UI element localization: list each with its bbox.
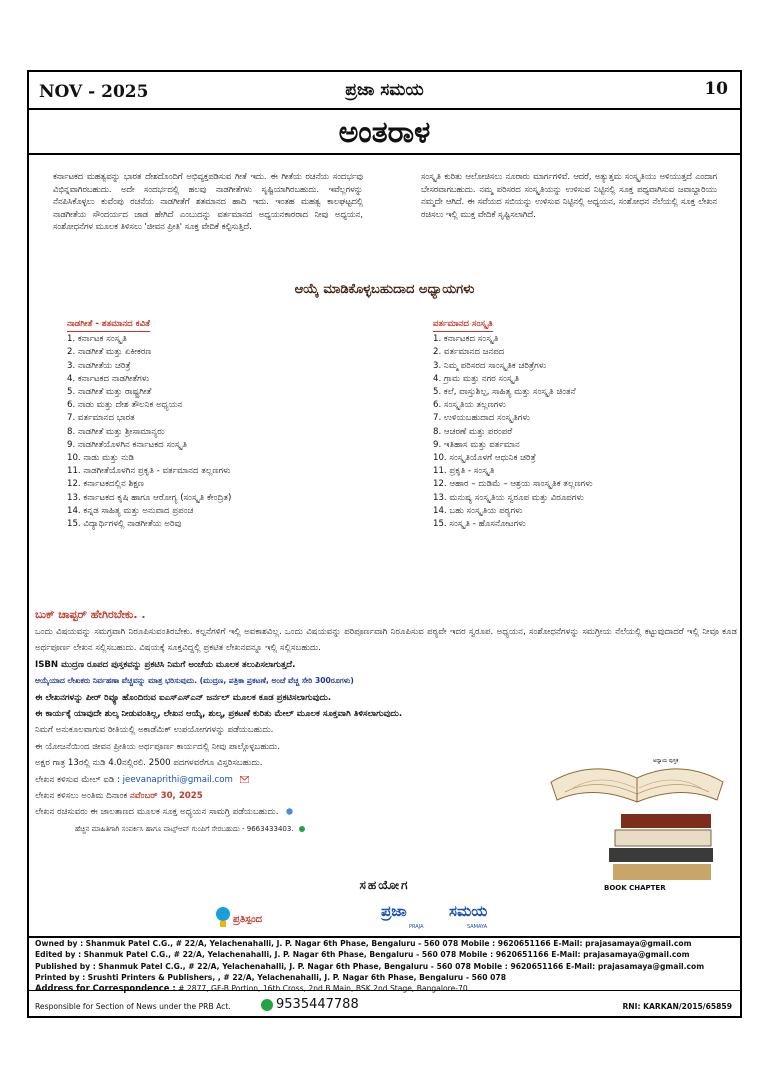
address-label: Address for Correspondence : <box>35 983 176 994</box>
open-book-illustration <box>545 752 729 892</box>
list-item: 1. ಕರ್ನಾಟಕ ಸಂಸ್ಕೃತಿ <box>67 334 127 345</box>
support-title: ಸಹಯೋಗ <box>359 878 410 892</box>
list-item: 3. ನಾಡಗೀತೆಯ ಚರಿತ್ರೆ <box>67 360 131 371</box>
prathispanda-logo <box>215 898 295 938</box>
list-item: 11. ನಾಡಗೀತೆಯೊಳಗಿನ ಪ್ರಕೃತಿ - ವರ್ತಮಾನದ ತಲ್ಲಣಗಳು <box>67 466 231 477</box>
list-item: 2. ವರ್ತಮಾನದ ಜನಪದ <box>433 347 505 358</box>
list-item: 13. ಕರ್ನಾಟಕದ ಕೃಷಿ ಹಾಗೂ ಆರೋಗ್ಯ (ಸಂಸ್ಕೃತಿ ಕೇಂದ್ರಿತ) <box>67 492 232 503</box>
prajasamaya-logo <box>381 898 511 938</box>
address-value: # 2877, GF-B Portion, 16th Cross, 2nd B Main, BSK 2nd Stage, Bangalore-70 <box>178 984 468 994</box>
list-item: 7. ಉಳಿಯಬಹುದಾದ ಸಂಸ್ಕೃತಿಗಳು <box>433 413 530 424</box>
list-item: 1. ಕರ್ನಾಟಕದ ಸಂಸ್ಕೃತಿ <box>433 334 499 345</box>
participate-note: ಈ ಯೋಜನೆಯಿಂದ ಜೀವನ ಪ್ರೀತಿಯ ಅರ್ಥಪೂರ್ಣ ಕಾರ್ಯದಲ್ಲಿ ನೀವು ಪಾಲ್ಗೊಳ್ಳಬಹುದು. <box>35 741 281 752</box>
prb-note: Responsible for Section of News under the PRB Act. <box>35 1002 231 1011</box>
list-item: 9. ಇತಿಹಾಸ ಮತ್ತು ವರ್ತಮಾನ <box>433 439 520 450</box>
logo-word-samaya: ಸಮಯ <box>449 902 488 920</box>
imprint-line <box>35 961 740 972</box>
intro-left: ಕರ್ನಾಟಕದ ಮಹತ್ವವನ್ನು ಭಾರತ ದೇಶದೊಂದಿಗೆ ಅಭಿವ್ಯಕ್ತಪಡಿಸುವ ಗೀತೆ ಇದು. ಈ ಗೀತೆಯ ರಚನೆಯ ಸಂದರ್ಭವು ವಿಭಿನ್ನವಾಗಿರಬಹುದು. ಅದೇ ಸಂದರ್ಭದಲ್ಲಿ ಹಲವು ನಾಡಗೀತೆಗಳು ಸೃಷ್ಟಿಯಾಗಿರಬಹುದು. ಇವೆಲ್ಲಗಳನ್ನು ನೆನಪಿಸಿಕೊಳ್ಳಲು ಕುವೆಂಪು ರಚನೆಯ ನಾಡಗೀತೆಗೆ ಶತಮಾನದ ಹಾದಿ ಇದು. ಇಂತಹ ಮಹತ್ವ ಕಾಲಘಟ್ಟದಲ್ಲಿ ನಾಡಗೀತೆಯ ಸೌಂದರ್ಯದ ಜಾಡ ಹೇಗಿದೆ ಎಂಬುದನ್ನು ವರ್ತಮಾನದ ಅಧ್ಯಯನಕಾರರಾದ ನೀವು ಅಧ್ಯಯನ, ಸಂಶೋಧನೆಗಳ ಮೂಲಕ ತಿಳಿಸಲು 'ಜೀವನ ಪ್ರೀತಿ' ಸೂಕ್ತ ವೇದಿಕೆ ಕಲ್ಪಿಸುತ್ತಿದೆ. <box>53 171 363 232</box>
page-frame <box>27 70 742 1018</box>
cost-note: ಆಯ್ಕೆಯಾದ ಲೇಖಕರು ನಿರ್ವಹಣಾ ವೆಚ್ಚವನ್ನು ಮಾತ್ರ ಭರಿಸುವುದು. (ಮುದ್ರಣ, ಪತ್ರಿಕಾ ಪ್ರಕಟಣೆ, ಅಂಚೆ ವೆಚ್ಚ ಸೇರಿ 300ರೂಗಳು) <box>35 676 354 686</box>
deadline-date: ನವೆಂಬರ್ 30, 2025 <box>130 791 203 802</box>
chapter-list <box>433 333 733 531</box>
list-item: 7. ವರ್ತಮಾನದ ಭಾರತ <box>67 413 135 424</box>
list-item: 6. ಸಂಸ್ಕೃತಿಯ ತಲ್ಲಣಗಳು <box>433 400 506 411</box>
list-item: 12. ಆಹಾರ – ದುಡಿಮೆ – ಆಶ್ರಯ ಸಾಂಸ್ಕೃತಿಕ ತಲ್ಲಣಗಳು <box>433 479 593 490</box>
intro-right: ಸಂಸ್ಕೃತಿ ಕುರಿತು ಆಲೋಚಿಸಲು ನೂರಾರು ಮಾರ್ಗಗಳಿವೆ. ಆದರೆ, ಅತ್ಯುತ್ತಮ ಸಂಸ್ಕೃತಿಯು ಅಳಿಯುತ್ತದೆ ಎಂದಾಗ ಬೇಸರವಾಗಬಹುದು. ನಮ್ಮ ಪರಿಸರದ ಸಂಸ್ಕೃತಿಯನ್ನು ಉಳಿಸುವ ನಿಟ್ಟಿನಲ್ಲಿ ಸೂಕ್ತ ಪಥ್ಯವಾಗಿಸುವ ಜವಾಬ್ದಾರಿಯು ನಮ್ಮದೇ ಆಗಿದೆ. ಈ ಸವೆಯದ ಸಬಿಯನ್ನು ಉಳಿಸುವ ನಿಟ್ಟಿನಲ್ಲಿ ಅಧ್ಯಯನ, ಸಂಶೋಧನ ನೆಲೆಯಲ್ಲಿ ಸೂಕ್ತ ಲೇಖನ ರಚಿಸಲು ಇಲ್ಲಿ ಮುಕ್ತ ವೇದಿಕೆ ಸೃಷ್ಟಿಸಲಾಗಿದೆ. <box>421 171 717 219</box>
prathispanda-logo-text: ಪ್ರತಿಸ್ಪಂದ <box>233 914 263 925</box>
list-item: 4. ಕರ್ನಾಟಕದ ನಾಡಗೀತೆಗಳು <box>67 373 150 384</box>
prb-row <box>29 990 740 1018</box>
logo-word-praja: ಪ್ರಜಾ <box>381 902 407 920</box>
list-item: 10. ನಾಡು ಮತ್ತು ನುಡಿ <box>67 453 134 464</box>
imprint-line <box>35 949 740 960</box>
isbn-note: ISBN ಮುದ್ರಣ ರೂಪದ ಪುಸ್ತಕವನ್ನು ಪ್ರಕಟಿಸಿ ನಿಮಗೆ ಅಂಚೆಯ ಮೂಲಕ ತಲುಪಿಸಲಾಗುತ್ತದೆ. <box>35 659 296 670</box>
list-item: 13. ಮನುಷ್ಯ ಸಂಸ್ಕೃತಿಯ ಸ್ವರೂಪ ಮತ್ತು ವಿರೂಪಗಳು <box>433 492 584 503</box>
publication-name: ಪ್ರಜಾ ಸಮಯ <box>345 80 424 100</box>
email-label: ಲೇಖನ ಕಳಿಸುವ ಮೇಲ್ ಐಡಿ : <box>35 774 120 785</box>
owned-label: Owned by : <box>35 939 84 948</box>
owned-value: Shanmuk Patel C.G., # 22/A, Yelachenahalli, J. P. Nagar 6th Phase, Bengaluru - 560 078 Mobile : 9620651166 E-Mail: prajasamaya@gmail.com <box>85 939 692 948</box>
academic-note: ನಿಮಗೆ ಅನುಕೂಲವಾಗುವ ರೀತಿಯಲ್ಲಿ ಅಕಾಡೆಮಿಕ್ ಉಪಯೋಗಗಳನ್ನು ಪಡೆಯಬಹುದು. <box>35 725 274 736</box>
chapter-list-nadageete <box>67 318 387 531</box>
list-item: 5. ಕಲೆ, ವಾಸ್ತುಶಿಲ್ಪ, ಸಾಹಿತ್ಯ ಮತ್ತು ಸಂಸ್ಕೃತಿ ಚಿಂತನೆ <box>433 387 576 398</box>
phone-value: 9535447788 <box>276 997 359 1012</box>
edited-label: Edited by : <box>35 950 82 960</box>
book-chapter-title: ಬುಕ್ ಚಾಪ್ಟರ್ ಹೇಗಿರಬೇಕು. . <box>35 608 146 621</box>
page-number: 10 <box>704 79 728 99</box>
book-label: ಅಧ್ಯಾಯ ಪುಸ್ತಕ <box>653 758 679 764</box>
list-item: 14. ಕನ್ನಡ ಸಾಹಿತ್ಯ ಮತ್ತು ಅನುವಾದ ಪ್ರಪಂಚ <box>67 505 194 516</box>
book-chapter-intro: ಒಂದು ವಿಷಯವನ್ನು ಸಮಗ್ರವಾಗಿ ನಿರೂಪಿಸುವಂತಿರಬೇಕು. ಕಲ್ಪನೆಗಳಿಗೆ ಇಲ್ಲಿ ಅವಕಾಶವಿಲ್ಲ. ಒಂದು ವಿಷಯವನ್ನು ಪರಿಪೂರ್ಣವಾಗಿ ನಿರೂಪಿಸುವ ಪಠ್ಯವೇ ಇದರ ಸ್ವರೂಪ. ಅಧ್ಯಯನ, ಸಂಶೋಧನೆಗಳನ್ನು ಸಮಗ್ರೀಯ ನೆಲೆಯಲ್ಲಿ ಕಟ್ಟುವುದಾದರೆ ಇಲ್ಲಿ ನೀವೂ ಕೂಡ ಅರ್ಥಪೂರ್ಣ ಲೇಖನ ಸಲ್ಲಿಸಬಹುದು. ವಿಷಯಕ್ಕೆ ಸೂಕ್ತವಿದ್ದಲ್ಲಿ ಪ್ರಕಟಿತ ಲೇಖನವನ್ನೂ ಇಲ್ಲಿ ಸಲ್ಲಿಸಬಹುದು. <box>35 627 737 654</box>
printed-label: Printed by : <box>35 972 86 982</box>
logo-sub-samaya: SAMAYA <box>467 924 488 930</box>
list-item: 2. ನಾಡಗೀತೆ ಮತ್ತು ಏಕೀಕರಣ <box>67 347 152 358</box>
imprint-line <box>35 938 740 949</box>
peer-review-note: ಈ ಲೇಖನಗಳನ್ನು ಪೀರ್ ರಿವ್ಯೂ ಹೊಂದಿರುವ ಐಎಸ್ಎಸ್ಎನ್ ಜರ್ನಲ್ ಮೂಲಕ ಕೂಡ ಪ್ರಕಟಿಸಲಾಗುವುದು. <box>35 692 332 703</box>
list-item: 4. ಗ್ರಾಮ ಮತ್ತು ನಗರ ಸಂಸ್ಕೃತಿ <box>433 373 520 384</box>
imprint-line <box>35 972 740 983</box>
list-item: 12. ಕರ್ನಾಟಕದಲ್ಲಿನ ಶಿಕ್ಷಣ <box>67 479 145 490</box>
email-link[interactable]: jeevanaprithi@gmail.com <box>122 774 233 785</box>
deadline-label: ಲೇಖನ ಕಳಿಸಲು ಅಂತಿಮ ದಿನಾಂಕ <box>35 791 128 802</box>
list-item: 15. ಸಂಸ್ಕೃತಿ - ಹೊಸನೋಟಗಳು <box>433 519 526 530</box>
section-title: ಅಂತರಾಳ <box>29 111 740 155</box>
rni-number: RNI: KARKAN/2015/65859 <box>622 1002 732 1011</box>
chapters-heading: ಆಯ್ಕೆ ಮಾಡಿಕೊಳ್ಳಬಹುದಾದ ಅಧ್ಯಾಯಗಳು <box>294 282 475 297</box>
list-item: 10. ಸಂಸ್ಕೃತಿಯೊಳಗೆ ಆಧುನಿಕ ಚರಿತ್ರೆ <box>433 453 536 464</box>
list-item: 6. ನಾಡು ಮತ್ತು ದೇಶ ತೌಲನಿಕ ಅಧ್ಯಯನ <box>67 400 183 411</box>
list-item: 8. ನಾಡಗೀತೆ ಮತ್ತು ಶ್ರೀಸಾಮಾನ್ಯರು <box>67 426 165 437</box>
book-chapter-caption: BOOK CHAPTER <box>604 884 666 892</box>
list-heading: ನಾಡಗೀತೆ - ಶತಮಾನದ ಕವಿತೆ <box>67 318 150 332</box>
gmail-icon <box>240 776 249 783</box>
light-bulb-icon <box>215 904 231 934</box>
list-item: 11. ಪ್ರಕೃತಿ - ಸಂಸ್ಕೃತಿ <box>433 466 495 477</box>
list-item: 14. ಬಹು ಸಂಸ್ಕೃತಿಯ ಪಠ್ಯಗಳು <box>433 505 523 516</box>
contact-text: ಹೆಚ್ಚಿನ ಮಾಹಿತಿಗಾಗಿ ಸಂಪರ್ಕಿಸಿ ಹಾಗೂ ವಾಟ್ಸ್‌ಆಪ್ ಗುಂಪಿಗೆ ಸೇರಬಹುದು - 9663433403. <box>75 824 294 833</box>
published-value: Shanmuk Patel C.G., # 22/A, Yelachenahalli, J. P. Nagar 6th Phase, Bengaluru - 560 078 Mobile : 9620651166 E-Mail: prajasamaya@gmail.com <box>98 961 705 971</box>
chapter-list-samskruti <box>433 318 733 531</box>
fee-note: ಈ ಕಾರ್ಯಕ್ಕೆ ಯಾವುದೇ ಶುಲ್ಕ ನೀಡುವಂತಿಲ್ಲ, ಲೇಖನ ಆಯ್ಕೆ, ಶುಲ್ಕ, ಪ್ರಕಟಣೆ ಕುರಿತು ಮೇಲ್ ಮೂಲಕ ಸೂಕ್ತವಾಗಿ ತಿಳಿಸಲಾಗುವುದು. <box>35 709 403 720</box>
imprint-footer <box>29 936 740 994</box>
whatsapp-icon <box>299 826 305 832</box>
format-note: ಅಕ್ಷರ ಗಾತ್ರ 13ರಲ್ಲಿ ನುಡಿ 4.0ನಲ್ಲಿರಲಿ. 2500 ಪದಗಳವರೆಗೂ ವಿಸ್ತರಿಸಬಹುದು. <box>35 758 263 769</box>
logo-sub-praja: PRAJA <box>409 924 424 930</box>
list-heading: ವರ್ತಮಾನದ ಸಂಸ್ಕೃತಿ <box>433 318 493 332</box>
masthead <box>29 72 740 110</box>
web-icon <box>285 808 294 815</box>
list-item: 8. ಆಚರಣೆ ಮತ್ತು ಪರಂಪರೆ <box>433 426 513 437</box>
whatsapp-icon <box>261 999 273 1011</box>
list-item: 15. ವಿದ್ಯಾರ್ಥಿಗಳಲ್ಲಿ ನಾಡಗೀತೆಯ ಅರಿವು <box>67 519 182 530</box>
issue-date: NOV - 2025 <box>39 82 149 102</box>
edited-value: Shanmuk Patel C.G., # 22/A, Yelachenahalli, J. P. Nagar 6th Phase, Bengaluru - 560 078 Mobile : 9620651166 E-Mail: prajasamaya@gmail.com <box>83 950 690 960</box>
printed-value: Srushti Printers & Publishers, , # 22/A, Yelachenahalli, J. P. Nagar 6th Phase, Bengaluru - 560 078 <box>87 972 506 982</box>
list-item: 3. ನಿಮ್ಮ ಪರಿಸರದ ಸಾಂಸ್ಕೃತಿಕ ಚರಿತ್ರೆಗಳು <box>433 360 547 371</box>
list-item: 5. ನಾಡಗೀತೆ ಮತ್ತು ರಾಷ್ಟ್ರಗೀತೆ <box>67 387 152 398</box>
online-note-text: ಲೇಖನ ರಚಿಸುವರು ಈ ಜಾಲತಾಣದ ಮೂಲಕ ಸೂಕ್ತ ಅಧ್ಯಯನ ಸಾಮಗ್ರಿ ಪಡೆಯಬಹುದು. <box>35 807 279 818</box>
published-label: Published by : <box>35 961 96 971</box>
chapter-list <box>67 333 387 531</box>
list-item: 9. ನಾಡಗೀತೆಯೊಳಗಿನ ಕರ್ನಾಟಕದ ಸಂಸ್ಕೃತಿ <box>67 439 188 450</box>
phone-number <box>261 997 359 1012</box>
